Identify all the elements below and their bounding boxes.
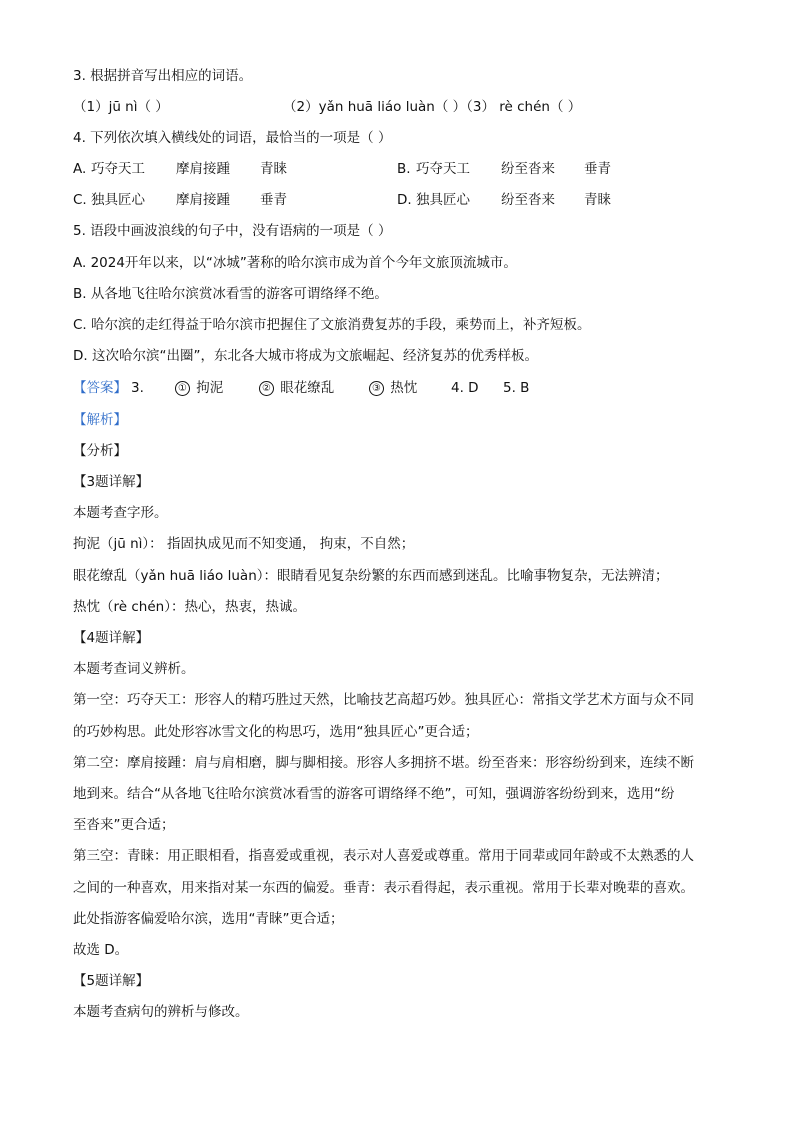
q4-option-b-word-2: 纷至沓来 <box>501 161 555 177</box>
answer-q3-2-text: 眼花缭乱 <box>280 380 335 396</box>
q3-detail-line-1: 拘泥（jū nì）： 指固执成见而不知变通， 拘束，不自然； <box>73 536 415 552</box>
circled-number-1: ① <box>175 381 190 396</box>
q3-detail-intro: 本题考查字形。 <box>73 505 168 521</box>
answer-q3-number: 3. <box>131 380 144 396</box>
q4-detail-line-7: 之间的一种喜欢，用来指对某一东西的偏爱。垂青：表示看得起，表示重视。常用于长辈对晚辈的喜欢。 <box>73 880 694 896</box>
q4-option-d-word-3: 青睐 <box>584 192 611 208</box>
q3-stem: 3. 根据拼音写出相应的词语。 <box>73 68 253 84</box>
q4-option-d-word-1: 独具匠心 <box>416 192 470 208</box>
q4-option-a-word-1: 巧夺天工 <box>91 161 145 177</box>
q5-stem: 5. 语段中画波浪线的句子中，没有语病的一项是（ ） <box>73 223 392 239</box>
q3-item-1: （1）jū nì（ ） <box>73 99 169 115</box>
q3-item-2-3: （2）yǎn huā liáo luàn（ ）（3） rè chén（ ） <box>283 99 582 115</box>
analysis-tag: 【解析】 <box>73 412 127 428</box>
answer-q5: 5. B <box>503 380 530 396</box>
answer-q3-3-text: 热忱 <box>390 380 418 396</box>
q5-option-b: B. 从各地飞往哈尔滨赏冰看雪的游客可谓络绎不绝。 <box>73 286 388 302</box>
answer-q3-1-text: 拘泥 <box>196 380 224 396</box>
q4-detail-line-9: 故选 D。 <box>73 942 129 958</box>
q4-option-d-letter: D. <box>397 192 412 208</box>
q4-option-b-letter: B. <box>397 161 411 177</box>
answer-q4: 4. D <box>451 380 479 396</box>
q4-detail-line-8: 此处指游客偏爱哈尔滨，选用“青睐”更合适； <box>73 911 344 927</box>
q4-detail-line-5: 至沓来”更合适； <box>73 817 175 833</box>
analysis-fenxi: 【分析】 <box>73 443 127 459</box>
q4-option-c-word-3: 垂青 <box>260 192 287 208</box>
q3-detail-line-2: 眼花缭乱（yǎn huā liáo luàn）：眼睛看见复杂纷繁的东西而感到迷乱。比喻事物复杂，无法辨清； <box>73 568 669 584</box>
q4-option-a-word-2: 摩肩接踵 <box>176 161 230 177</box>
answer-q3-3 <box>369 378 417 398</box>
answer-tag: 【答案】 <box>73 380 127 396</box>
q4-detail-line-6: 第三空：青睐：用正眼相看，指喜爱或重视，表示对人喜爱或尊重。常用于同辈或同年龄或不太熟悉的人 <box>73 848 694 864</box>
q4-option-d-word-2: 纷至沓来 <box>501 192 555 208</box>
q5-detail-heading: 【5题详解】 <box>73 973 150 989</box>
q4-option-c-word-2: 摩肩接踵 <box>176 192 230 208</box>
q4-detail-line-4: 地到来。结合“从各地飞往哈尔滨赏冰看雪的游客可谓络绎不绝”，可知，强调游客纷纷到来，选用“纷 <box>73 786 675 802</box>
q4-detail-heading: 【4题详解】 <box>73 630 150 646</box>
circled-number-2: ② <box>259 381 274 396</box>
q4-option-a-letter: A. <box>73 161 87 177</box>
q4-stem: 4. 下列依次填入横线处的词语，最恰当的一项是（ ） <box>73 130 392 146</box>
q5-detail-intro: 本题考查病句的辨析与修改。 <box>73 1004 249 1020</box>
circled-number-3: ③ <box>369 381 384 396</box>
q4-option-b-word-1: 巧夺天工 <box>416 161 470 177</box>
q4-detail-intro: 本题考查词义辨析。 <box>73 661 195 677</box>
q3-detail-heading: 【3题详解】 <box>73 474 150 490</box>
q5-option-d: D. 这次哈尔滨“出圈”，东北各大城市将成为文旅崛起、经济复苏的优秀样板。 <box>73 348 538 364</box>
q4-option-b-word-3: 垂青 <box>584 161 611 177</box>
q4-option-c-letter: C. <box>73 192 87 208</box>
q4-detail-line-2: 的巧妙构思。此处形容冰雪文化的构思巧，选用“独具匠心”更合适； <box>73 724 479 740</box>
answer-q3-1 <box>175 378 223 398</box>
answer-q3-2 <box>259 378 334 398</box>
q4-detail-line-1: 第一空：巧夺天工：形容人的精巧胜过天然，比喻技艺高超巧妙。独具匠心：常指文学艺术方面与众不同 <box>73 692 694 708</box>
q4-option-c-word-1: 独具匠心 <box>91 192 145 208</box>
q5-option-c: C. 哈尔滨的走红得益于哈尔滨市把握住了文旅消费复苏的手段，乘势而上，补齐短板。 <box>73 317 591 333</box>
q4-option-a-word-3: 青睐 <box>260 161 287 177</box>
q5-option-a: A. 2024开年以来，以“冰城”著称的哈尔滨市成为首个今年文旅顶流城市。 <box>73 255 517 271</box>
q3-detail-line-3: 热忱（rè chén）：热心，热衷，热诚。 <box>73 599 306 615</box>
q4-detail-line-3: 第二空：摩肩接踵：肩与肩相磨，脚与脚相接。形容人多拥挤不堪。纷至沓来：形容纷纷到来，连续不断 <box>73 755 694 771</box>
